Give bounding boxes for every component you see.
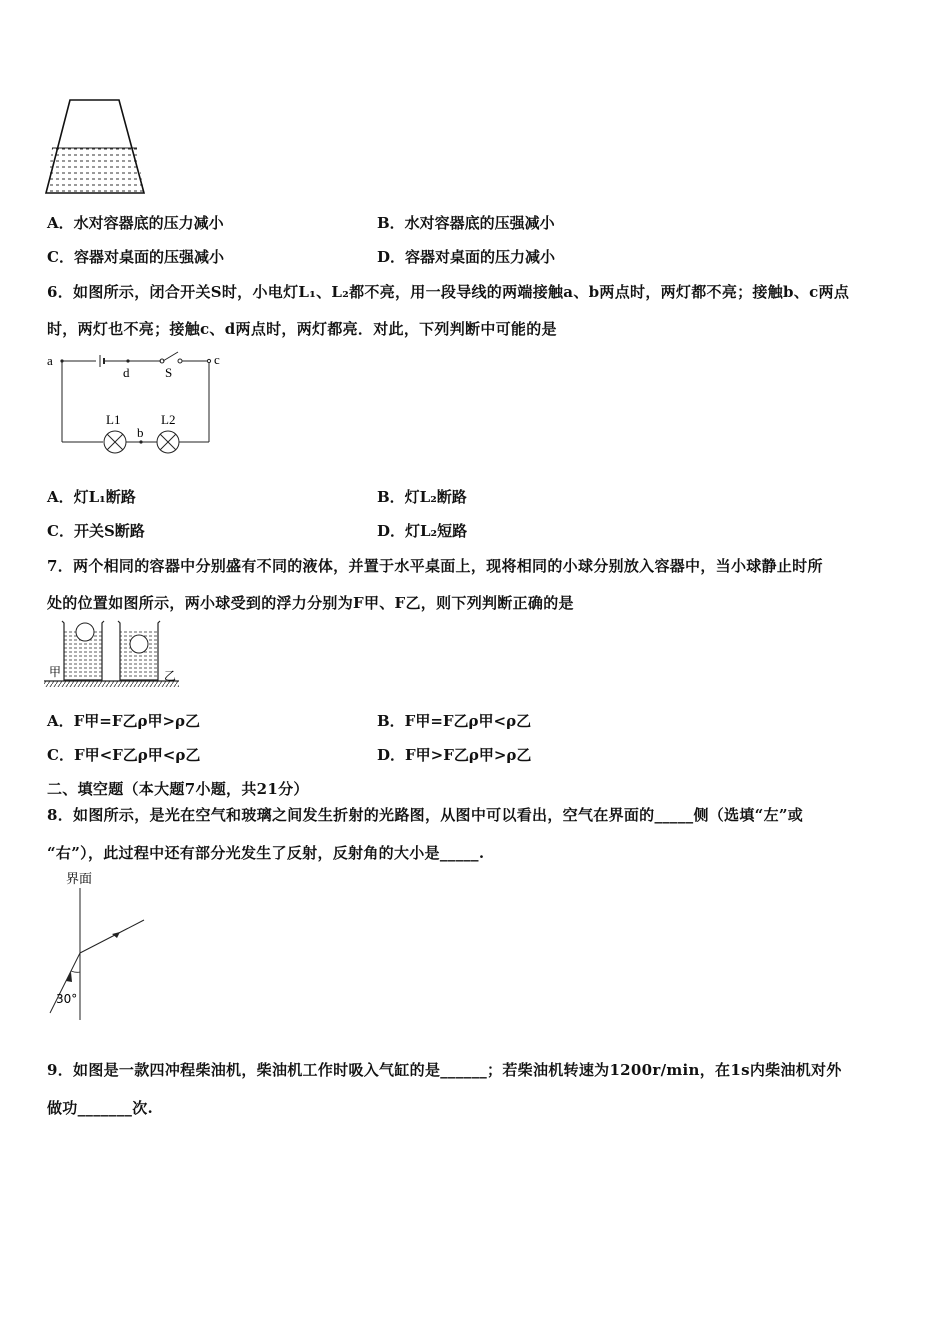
label-angle: 30° <box>56 992 78 1006</box>
refraction-figure <box>44 868 154 1028</box>
q6-option-c[interactable]: C．开关S断路 <box>47 522 145 540</box>
label-s: S <box>165 365 173 380</box>
label-l2: L2 <box>161 412 176 427</box>
q5-option-d[interactable]: D．容器对桌面的压力减小 <box>377 248 556 266</box>
section-2-title: 二、填空题（本大题7小题，共21分） <box>47 780 309 798</box>
q6-stem-line1: 6．如图所示，闭合开关S时，小电灯L₁、L₂都不亮，用一段导线的两端接触a、b两点时，两灯都不亮；接触b、c两点 <box>47 283 850 301</box>
label-c: c <box>214 352 220 367</box>
label-yi: 乙 <box>164 669 177 683</box>
q7-option-c[interactable]: C．F甲<F乙ρ甲<ρ乙 <box>47 746 201 764</box>
q7-option-a[interactable]: A．F甲=F乙ρ甲>ρ乙 <box>47 712 201 730</box>
label-jia: 甲 <box>49 665 62 679</box>
label-a: a <box>47 353 53 368</box>
container-figure <box>44 98 148 196</box>
label-b: b <box>137 425 144 440</box>
q7-stem-line2: 处的位置如图所示，两小球受到的浮力分别为F甲、F乙，则下列判断正确的是 <box>47 594 574 612</box>
q8-stem-line1: 8．如图所示，是光在空气和玻璃之间发生折射的光路图，从图中可以看出，空气在界面的_____侧（选填“左”或 <box>47 806 804 824</box>
q6-option-d[interactable]: D．灯L₂短路 <box>377 522 468 540</box>
q5-option-a[interactable]: A．水对容器底的压力减小 <box>47 214 224 232</box>
q7-option-d[interactable]: D．F甲>F乙ρ甲>ρ乙 <box>377 746 532 764</box>
q7-option-b[interactable]: B．F甲=F乙ρ甲<ρ乙 <box>377 712 532 730</box>
q6-option-b[interactable]: B．灯L₂断路 <box>377 488 467 506</box>
label-d: d <box>123 365 130 380</box>
q5-option-c[interactable]: C．容器对桌面的压强减小 <box>47 248 224 266</box>
q7-stem-line1: 7．两个相同的容器中分别盛有不同的液体，并置于水平桌面上，现将相同的小球分别放入容器中，当小球静止时所 <box>47 557 823 575</box>
q8-stem-line2: “右”），此过程中还有部分光发生了反射，反射角的大小是_____. <box>47 844 485 862</box>
q5-option-b[interactable]: B．水对容器底的压强减小 <box>377 214 555 232</box>
label-l1: L1 <box>106 412 121 427</box>
circuit-figure <box>44 348 234 458</box>
label-interface: 界面 <box>66 872 93 887</box>
q9-stem-line1: 9．如图是一款四冲程柴油机，柴油机工作时吸入气缸的是______；若柴油机转速为1200r/min，在1s内柴油机对外 <box>47 1061 842 1079</box>
beakers-figure <box>44 618 184 690</box>
q6-stem-line2: 时，两灯也不亮；接触c、d两点时，两灯都亮．对此，下列判断中可能的是 <box>47 320 557 338</box>
q9-stem-line2: 做功_______次. <box>47 1099 154 1117</box>
q6-option-a[interactable]: A．灯L₁断路 <box>47 488 136 506</box>
